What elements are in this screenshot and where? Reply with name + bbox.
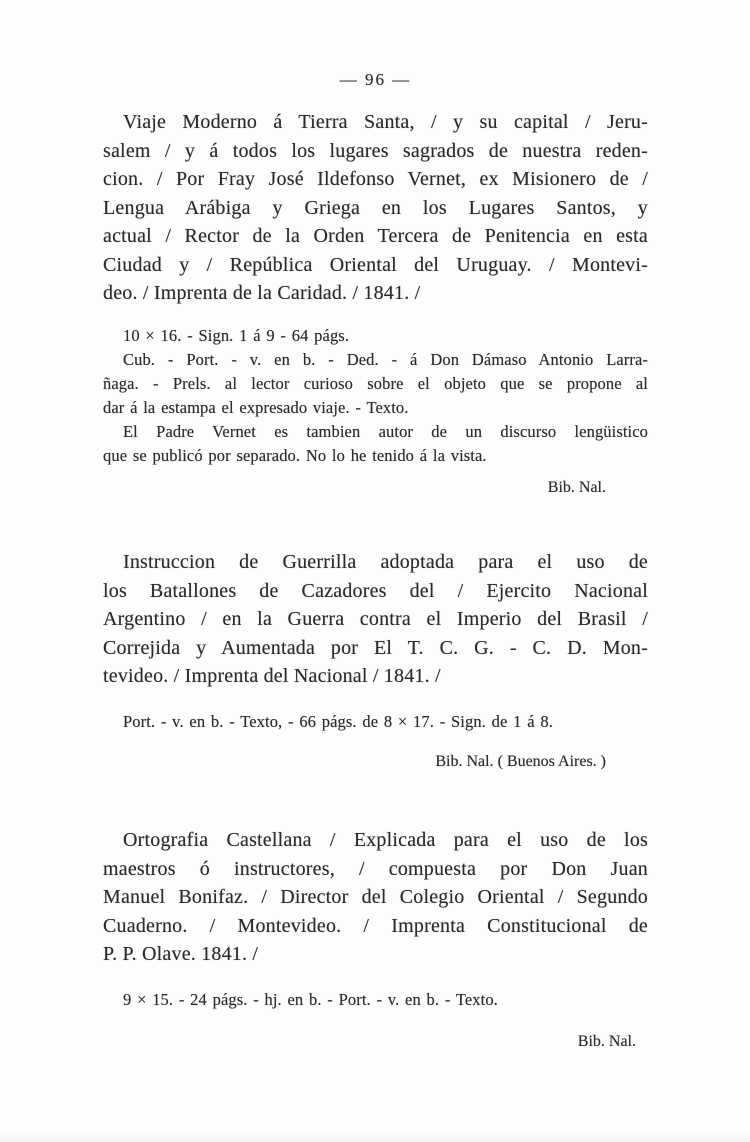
title-line: los Batallones de Cazadores del / Ejercito Nacional <box>103 579 648 602</box>
title-line: Cuaderno. / Montevideo. / Imprenta Constitucional de <box>103 914 648 937</box>
collation-note: Port. - v. en b. - Texto, - 66 págs. de 8 × 17. - Sign. de 1 á 8. <box>123 712 553 731</box>
title-line: salem / y á todos los lugares sagrados de nuestra reden- <box>103 139 648 162</box>
bibliography-entry-notes <box>103 324 648 468</box>
title-line: Manuel Bonifaz. / Director del Colegio Oriental / Segundo <box>103 886 648 908</box>
title-line: Lengua Arábiga y Griega en los Lugares Santos, y <box>103 196 648 219</box>
title-line: tevideo. / Imprenta del Nacional / 1841. / <box>103 665 441 687</box>
bibliography-entry-title <box>103 826 648 969</box>
description-note: ñaga. - Prels. al lector curioso sobre el objeto que se propone al <box>103 374 648 393</box>
collation-note: 9 × 15. - 24 págs. - hj. en b. - Port. - v. en b. - Texto. <box>123 990 498 1009</box>
source-attribution: Bib. Nal. ( Buenos Aires. ) <box>435 753 606 770</box>
bibliography-entry-title <box>103 108 648 308</box>
page-bottom-shadow <box>0 1132 750 1142</box>
title-line: Instruccion de Guerrilla adoptada para el uso de <box>123 551 648 573</box>
description-note: dar á la estampa el expresado viaje. - Texto. <box>103 398 409 417</box>
title-line: maestros ó instructores, / compuesta por Don Juan <box>103 857 648 880</box>
title-line: Viaje Moderno á Tierra Santa, / y su capital / Jeru- <box>123 111 648 133</box>
title-line: Correjida y Aumentada por El T. C. G. - C. D. Mon- <box>103 636 648 659</box>
title-line: Argentino / en la Guerra contra el Imperio del Brasil / <box>103 608 648 630</box>
title-line: Ortografia Castellana / Explicada para el uso de los <box>123 829 648 851</box>
title-line: actual / Rector de la Orden Tercera de Penitencia en esta <box>103 225 648 247</box>
description-note: Cub. - Port. - v. en b. - Ded. - á Don Dámaso Antonio Larra- <box>123 350 648 369</box>
remark-note: que se publicó por separado. No lo he tenido á la vista. <box>103 446 487 465</box>
title-line: Ciudad y / República Oriental del Uruguay. / Montevi- <box>103 253 648 276</box>
remark-note: El Padre Vernet es tambien autor de un discurso lengüistico <box>123 422 648 441</box>
title-line: P. P. Olave. 1841. / <box>103 943 259 965</box>
title-line: deo. / Imprenta de la Caridad. / 1841. / <box>103 282 421 304</box>
source-attribution: Bib. Nal. <box>547 479 606 496</box>
source-attribution: Bib. Nal. <box>577 1033 636 1050</box>
page-content <box>103 70 648 1130</box>
page-number: — 96 — <box>339 70 412 89</box>
bibliography-entry-title <box>103 548 648 691</box>
title-line: cion. / Por Fray José Ildefonso Vernet, ex Misionero de / <box>103 168 648 190</box>
collation-note: 10 × 16. - Sign. 1 á 9 - 64 págs. <box>123 326 350 345</box>
